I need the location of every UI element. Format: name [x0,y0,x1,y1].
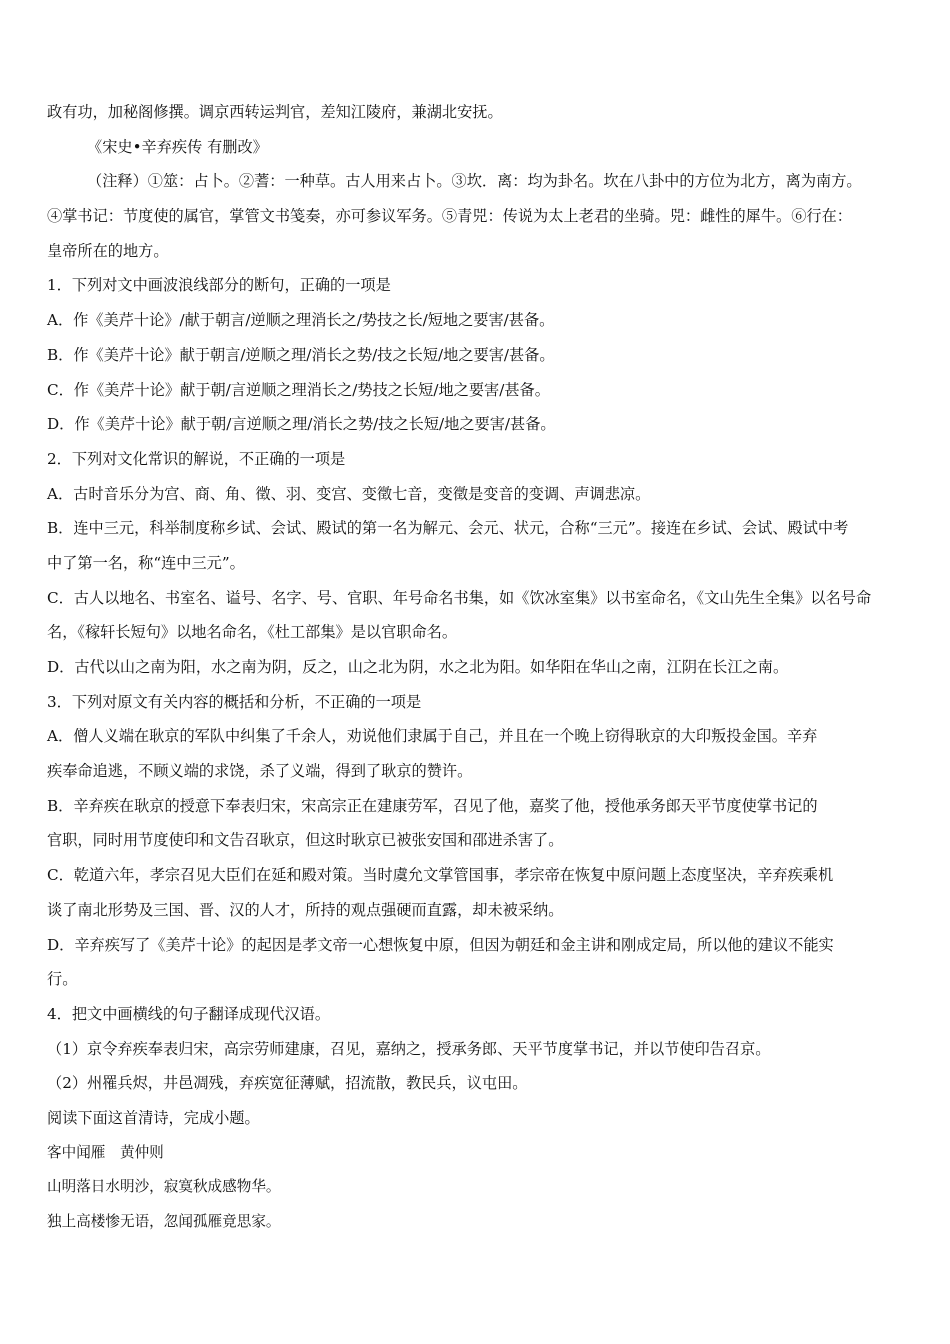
source-citation: 《宋史•辛弃疾传 有删改》 [87,137,268,156]
text-line: 政有功，加秘阁修撰。调京西转运判官，差知江陵府，兼湖北安抚。 [47,103,503,121]
poem-line: 山明落日水明沙，寂寞秋成感物华。 [47,1178,281,1196]
option-line: 行。 [47,970,78,989]
option-line: D．辛弃疾写了《美芹十论》的起因是孝文帝一心想恢复中原，但因为朝廷和金主讲和刚成定局，所以他的建议不能实 [47,935,834,954]
question-3: 3．下列对原文有关内容的概括和分析，不正确的一项是 [47,692,422,711]
option-line: 中了第一名，称“连中三元”。 [47,553,245,572]
question-2: 2．下列对文化常识的解说，不正确的一项是 [47,449,346,468]
translation-item: （2）州罹兵烬，井邑凋残，弃疾宽征薄赋，招流散，教民兵，议屯田。 [47,1074,528,1093]
question-4: 4．把文中画横线的句子翻译成现代汉语。 [47,1004,331,1023]
option-line: B．连中三元，科举制度称乡试、会试、殿试的第一名为解元、会元、状元，合称“三元”。接连在乡试、会试、殿试中考 [47,519,849,538]
translation-item: （1）京令弃疾奉表归宋，高宗劳师建康，召见，嘉纳之，授承务郎、天平节度掌书记，并以节使印告召京。 [47,1039,771,1058]
annotation-line: ④掌书记：节度使的属官，掌管文书笺奏，亦可参议军务。⑤青兕：传说为太上老君的坐骑。兕：雌性的犀牛。⑥行在： [47,207,852,226]
option-line: D．古代以山之南为阳，水之南为阴，反之，山之北为阴，水之北为阳。如华阳在华山之南，江阴在长江之南。 [47,658,789,676]
poem-title: 客中闻雁 黄仲则 [47,1143,164,1161]
annotation-line: （注释）①筮：占卜。②蓍：一种草。古人用来占卜。③坎．离：均为卦名。坎在八卦中的方位为北方，离为南方。 [87,172,862,191]
option-line: 名，《稼轩长短句》以地名命名，《杜工部集》是以官职命名。 [47,623,458,642]
option-line: B．辛弃疾在耿京的授意下奉表归宋，宋高宗正在建康劳军，召见了他，嘉奖了他，授他承务郎天平节度使掌书记的 [47,796,818,815]
option-line: C．作《美芹十论》献于朝/言逆顺之理消长之/势技之长短/地之要害/甚备。 [47,380,550,399]
option-line: C．古人以地名、书室名、谥号、名字、号、官职、年号命名书集，如《饮冰室集》以书室命名，《文山先生全集》以名号命 [47,588,872,607]
poem-line: 独上高楼惨无语，忽闻孤雁竟思家。 [47,1213,281,1230]
option-line: 谈了南北形势及三国、晋、汉的人才，所持的观点强硬而直露，却未被采纳。 [47,900,564,919]
document-page [47,95,907,1240]
option-line: C．乾道六年，孝宗召见大臣们在延和殿对策。当时虞允文掌管国事，孝宗帝在恢复中原问题上态度坚决，辛弃疾乘机 [47,866,834,885]
option-line: B．作《美芹十论》献于朝言/逆顺之理/消长之势/技之长短/地之要害/甚备。 [47,345,555,364]
option-line: A．作《美芹十论》/献于朝言/逆顺之理消长之/势技之长/短地之要害/甚备。 [47,311,555,330]
option-line: D．作《美芹十论》献于朝/言逆顺之理/消长之势/技之长短/地之要害/甚备。 [47,415,556,434]
annotation-line: 皇帝所在的地方。 [47,241,169,260]
option-line: 疾奉命追逃，不顾义端的求饶，杀了义端，得到了耿京的赞许。 [47,762,473,781]
option-line: A．僧人义端在耿京的军队中纠集了千余人，劝说他们隶属于自己，并且在一个晚上窃得耿京的大印叛投金国。辛弃 [47,727,818,746]
poem-instruction: 阅读下面这首清诗，完成小题。 [47,1108,260,1127]
option-line: 官职，同时用节度使印和文告召耿京，但这时耿京已被张安国和邵进杀害了。 [47,831,564,850]
option-line: A．古时音乐分为宫、商、角、徵、羽、变宫、变徵七音，变徵是变音的变调、声调悲凉。 [47,484,651,503]
question-1: 1．下列对文中画波浪线部分的断句，正确的一项是 [47,276,391,295]
